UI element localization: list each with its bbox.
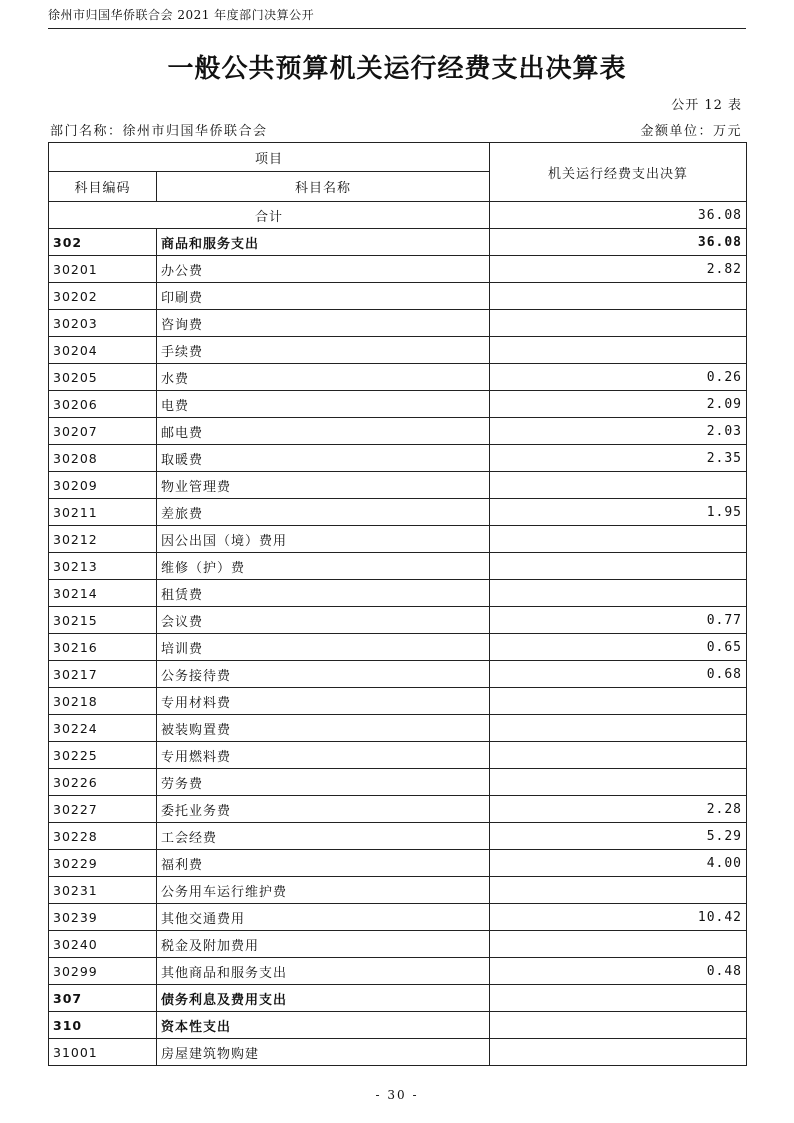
expenditure-value: 2.35 bbox=[490, 445, 747, 472]
table-row bbox=[49, 661, 747, 688]
expenditure-value: 2.09 bbox=[490, 391, 747, 418]
subject-name: 资本性支出 bbox=[157, 1012, 490, 1039]
expenditure-value: 0.48 bbox=[490, 958, 747, 985]
table-row bbox=[49, 553, 747, 580]
subject-name: 公务用车运行维护费 bbox=[157, 877, 490, 904]
page-number: - 30 - bbox=[375, 1088, 419, 1102]
expenditure-value: 4.00 bbox=[490, 850, 747, 877]
table-row bbox=[49, 850, 747, 877]
subject-code: 30211 bbox=[49, 499, 157, 526]
subject-code: 30231 bbox=[49, 877, 157, 904]
expenditure-value bbox=[490, 742, 747, 769]
total-label: 合计 bbox=[49, 202, 490, 229]
subject-name: 邮电费 bbox=[157, 418, 490, 445]
subject-code: 30207 bbox=[49, 418, 157, 445]
total-row bbox=[49, 202, 747, 229]
expenditure-value bbox=[490, 310, 747, 337]
expenditure-value bbox=[490, 553, 747, 580]
subject-name: 印刷费 bbox=[157, 283, 490, 310]
subject-name: 租赁费 bbox=[157, 580, 490, 607]
expenditure-value bbox=[490, 688, 747, 715]
table-row bbox=[49, 1039, 747, 1066]
expenditure-value: 0.26 bbox=[490, 364, 747, 391]
subject-code: 30202 bbox=[49, 283, 157, 310]
subject-name: 劳务费 bbox=[157, 769, 490, 796]
table-row bbox=[49, 256, 747, 283]
table-header-row bbox=[49, 143, 747, 172]
subject-name: 房屋建筑物购建 bbox=[157, 1039, 490, 1066]
value-column-header: 机关运行经费支出决算 bbox=[490, 143, 747, 202]
expenditure-value: 2.28 bbox=[490, 796, 747, 823]
subject-name: 公务接待费 bbox=[157, 661, 490, 688]
code-column-header: 科目编码 bbox=[49, 172, 157, 202]
expenditure-value: 36.08 bbox=[490, 229, 747, 256]
subject-code: 30213 bbox=[49, 553, 157, 580]
subject-code: 30224 bbox=[49, 715, 157, 742]
subject-name: 会议费 bbox=[157, 607, 490, 634]
subject-name: 税金及附加费用 bbox=[157, 931, 490, 958]
expenditure-value bbox=[490, 337, 747, 364]
table-row bbox=[49, 283, 747, 310]
subject-name: 维修（护）费 bbox=[157, 553, 490, 580]
table-row bbox=[49, 877, 747, 904]
subject-name: 其他商品和服务支出 bbox=[157, 958, 490, 985]
subject-code: 30226 bbox=[49, 769, 157, 796]
subject-code: 30240 bbox=[49, 931, 157, 958]
page-title: 一般公共预算机关运行经费支出决算表 bbox=[167, 54, 627, 84]
expenditure-value: 2.03 bbox=[490, 418, 747, 445]
table-row bbox=[49, 499, 747, 526]
subject-code: 30204 bbox=[49, 337, 157, 364]
table-row bbox=[49, 634, 747, 661]
name-column-header: 科目名称 bbox=[157, 172, 490, 202]
subject-code: 310 bbox=[49, 1012, 157, 1039]
expenditure-table bbox=[48, 142, 747, 1066]
subject-code: 30203 bbox=[49, 310, 157, 337]
expenditure-value: 0.68 bbox=[490, 661, 747, 688]
subject-code: 30208 bbox=[49, 445, 157, 472]
table-row bbox=[49, 391, 747, 418]
subject-name: 水费 bbox=[157, 364, 490, 391]
expenditure-value: 1.95 bbox=[490, 499, 747, 526]
subject-name: 工会经费 bbox=[157, 823, 490, 850]
expenditure-value: 0.65 bbox=[490, 634, 747, 661]
expenditure-value: 5.29 bbox=[490, 823, 747, 850]
expenditure-value bbox=[490, 877, 747, 904]
table-number: 公开 12 表 bbox=[671, 98, 742, 113]
subject-code: 30201 bbox=[49, 256, 157, 283]
subject-code: 30206 bbox=[49, 391, 157, 418]
table-row bbox=[49, 310, 747, 337]
table-row bbox=[49, 931, 747, 958]
subject-code: 30214 bbox=[49, 580, 157, 607]
expenditure-value: 2.82 bbox=[490, 256, 747, 283]
header-divider bbox=[48, 28, 746, 29]
subject-name: 专用材料费 bbox=[157, 688, 490, 715]
expenditure-value bbox=[490, 283, 747, 310]
subject-code: 30217 bbox=[49, 661, 157, 688]
table-row bbox=[49, 769, 747, 796]
subject-name: 专用燃料费 bbox=[157, 742, 490, 769]
subject-code: 30229 bbox=[49, 850, 157, 877]
subject-code: 30215 bbox=[49, 607, 157, 634]
expenditure-value bbox=[490, 769, 747, 796]
subject-code: 31001 bbox=[49, 1039, 157, 1066]
department-label: 部门名称：徐州市归国华侨联合会 bbox=[50, 124, 268, 139]
table-row bbox=[49, 229, 747, 256]
expenditure-value bbox=[490, 1012, 747, 1039]
subject-name: 委托业务费 bbox=[157, 796, 490, 823]
subject-name: 取暖费 bbox=[157, 445, 490, 472]
subject-code: 30216 bbox=[49, 634, 157, 661]
subject-code: 302 bbox=[49, 229, 157, 256]
total-value: 36.08 bbox=[490, 202, 747, 229]
subject-name: 因公出国（境）费用 bbox=[157, 526, 490, 553]
expenditure-value bbox=[490, 472, 747, 499]
expenditure-value bbox=[490, 526, 747, 553]
table-row bbox=[49, 742, 747, 769]
table-row bbox=[49, 364, 747, 391]
table-row bbox=[49, 796, 747, 823]
subject-code: 307 bbox=[49, 985, 157, 1012]
subject-name: 办公费 bbox=[157, 256, 490, 283]
table-row bbox=[49, 445, 747, 472]
table-row bbox=[49, 1012, 747, 1039]
subject-code: 30239 bbox=[49, 904, 157, 931]
subject-name: 咨询费 bbox=[157, 310, 490, 337]
table-row bbox=[49, 823, 747, 850]
subject-name: 其他交通费用 bbox=[157, 904, 490, 931]
page-header: 徐州市归国华侨联合会 2021 年度部门决算公开 bbox=[48, 8, 315, 22]
expenditure-value bbox=[490, 931, 747, 958]
expenditure-value: 0.77 bbox=[490, 607, 747, 634]
expenditure-value bbox=[490, 580, 747, 607]
unit-label: 金额单位：万元 bbox=[640, 124, 742, 139]
subject-name: 培训费 bbox=[157, 634, 490, 661]
table-row bbox=[49, 580, 747, 607]
table-row bbox=[49, 958, 747, 985]
subject-name: 差旅费 bbox=[157, 499, 490, 526]
subject-name: 商品和服务支出 bbox=[157, 229, 490, 256]
table-row bbox=[49, 985, 747, 1012]
table-row bbox=[49, 526, 747, 553]
table-row bbox=[49, 607, 747, 634]
table-row bbox=[49, 715, 747, 742]
subject-code: 30218 bbox=[49, 688, 157, 715]
subject-code: 30205 bbox=[49, 364, 157, 391]
subject-name: 手续费 bbox=[157, 337, 490, 364]
expenditure-value: 10.42 bbox=[490, 904, 747, 931]
table-row bbox=[49, 688, 747, 715]
subject-code: 30209 bbox=[49, 472, 157, 499]
table-row bbox=[49, 337, 747, 364]
subject-name: 福利费 bbox=[157, 850, 490, 877]
subject-code: 30227 bbox=[49, 796, 157, 823]
expenditure-value bbox=[490, 715, 747, 742]
subject-code: 30299 bbox=[49, 958, 157, 985]
table-row bbox=[49, 904, 747, 931]
subject-code: 30228 bbox=[49, 823, 157, 850]
expenditure-value bbox=[490, 1039, 747, 1066]
subject-name: 电费 bbox=[157, 391, 490, 418]
subject-name: 债务利息及费用支出 bbox=[157, 985, 490, 1012]
table-row bbox=[49, 418, 747, 445]
project-group-header: 项目 bbox=[49, 143, 490, 172]
subject-name: 物业管理费 bbox=[157, 472, 490, 499]
subject-name: 被装购置费 bbox=[157, 715, 490, 742]
subject-code: 30225 bbox=[49, 742, 157, 769]
expenditure-value bbox=[490, 985, 747, 1012]
table-row bbox=[49, 472, 747, 499]
subject-code: 30212 bbox=[49, 526, 157, 553]
